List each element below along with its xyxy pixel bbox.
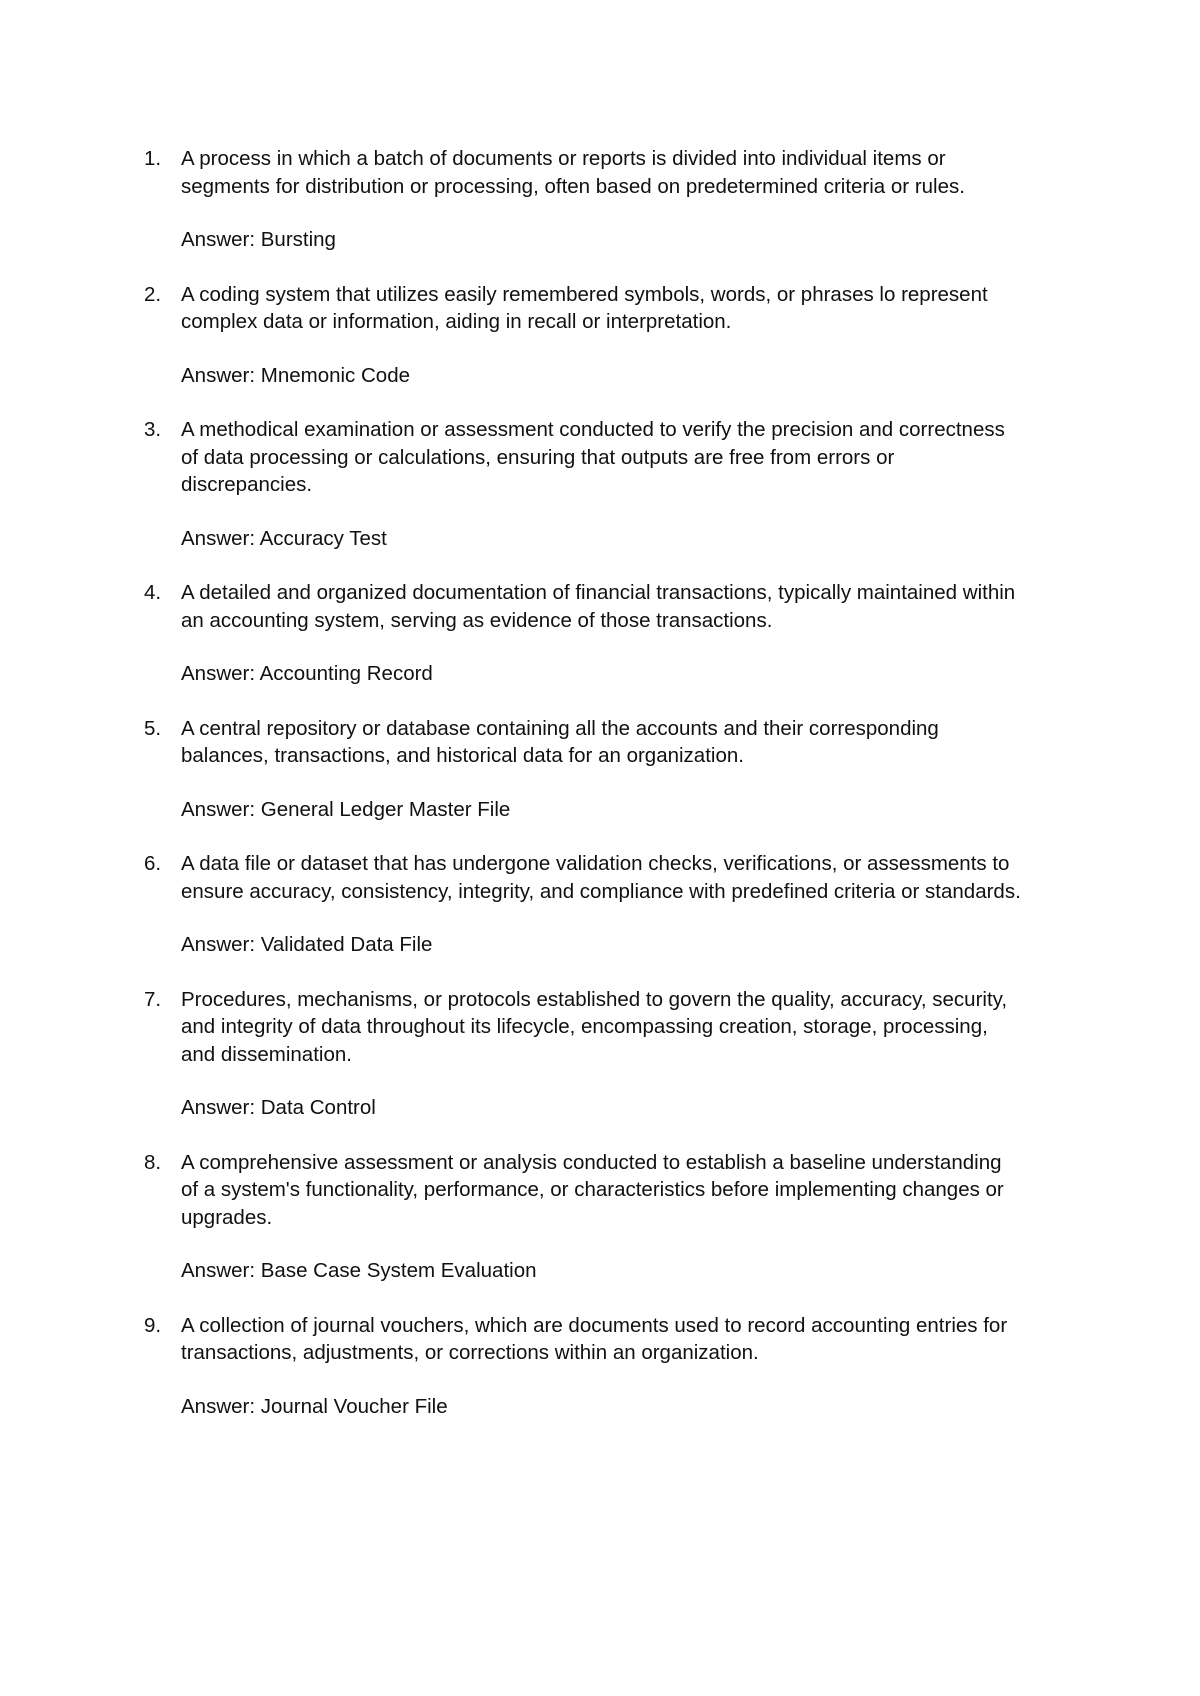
- item-number: 4.: [144, 581, 162, 604]
- item-number: 7.: [144, 987, 162, 1011]
- list-item: [0, 715, 1200, 824]
- item-number: 8.: [144, 1150, 162, 1174]
- question-answer-list: [0, 145, 1200, 1447]
- answer-text: Answer: Accuracy Test: [181, 526, 387, 550]
- question-text: A detailed and organized documentation of financial transactions, typically maintained within an accounting system, serving as evidence of those transactions.: [181, 581, 1016, 632]
- answer-text: Answer: Accounting Record: [181, 662, 433, 685]
- item-number: 2.: [144, 282, 162, 306]
- question-text: A methodical examination or assessment conducted to verify the precision and correctness of data processing or calculations, ensuring that outputs are free from errors or discrepancies.: [181, 418, 1005, 496]
- question-text: Procedures, mechanisms, or protocols established to govern the quality, accuracy, security, and integrity of data throughout its lifecycle, encompassing creation, storage, processing, and dissemination.: [181, 987, 1008, 1066]
- question-text: A central repository or database containing all the accounts and their corresponding balances, transactions, and historical data for an organization.: [181, 716, 939, 767]
- answer-text: Answer: Mnemonic Code: [181, 363, 411, 387]
- answer-text: Answer: Journal Voucher File: [181, 1394, 448, 1418]
- question-text: A comprehensive assessment or analysis conducted to establish a baseline understanding of a system's functionality, performance, or characteristics before implementing changes or upgrades.: [181, 1150, 1004, 1229]
- answer-text: Answer: Validated Data File: [181, 933, 433, 956]
- answer-text: Answer: Bursting: [181, 228, 336, 251]
- item-number: 3.: [144, 418, 162, 441]
- item-number: 5.: [144, 716, 162, 740]
- list-item: [0, 986, 1200, 1122]
- answer-text: Answer: General Ledger Master File: [181, 797, 511, 821]
- question-text: A data file or dataset that has undergone validation checks, verifications, or assessments to ensure accuracy, consistency, integrity, and compliance with predefined criteria or standards.: [181, 852, 1021, 903]
- list-item: [0, 850, 1200, 959]
- list-item: [0, 145, 1200, 254]
- item-number: 6.: [144, 852, 162, 875]
- item-number: 1.: [144, 147, 162, 170]
- question-text: A coding system that utilizes easily remembered symbols, words, or phrases lo represent complex data or information, aiding in recall or interpretation.: [181, 282, 988, 333]
- list-item: [0, 281, 1200, 390]
- answer-text: Answer: Base Case System Evaluation: [181, 1259, 537, 1282]
- question-text: A process in which a batch of documents or reports is divided into individual items or segments for distribution or processing, often based on predetermined criteria or rules.: [181, 147, 965, 198]
- list-item: [0, 1149, 1200, 1285]
- answer-text: Answer: Data Control: [181, 1096, 376, 1119]
- list-item: [0, 1312, 1200, 1421]
- item-number: 9.: [144, 1313, 162, 1337]
- question-text: A collection of journal vouchers, which are documents used to record accounting entries for transactions, adjustments, or corrections within an organization.: [181, 1313, 1008, 1364]
- list-item: [0, 416, 1200, 552]
- list-item: [0, 579, 1200, 688]
